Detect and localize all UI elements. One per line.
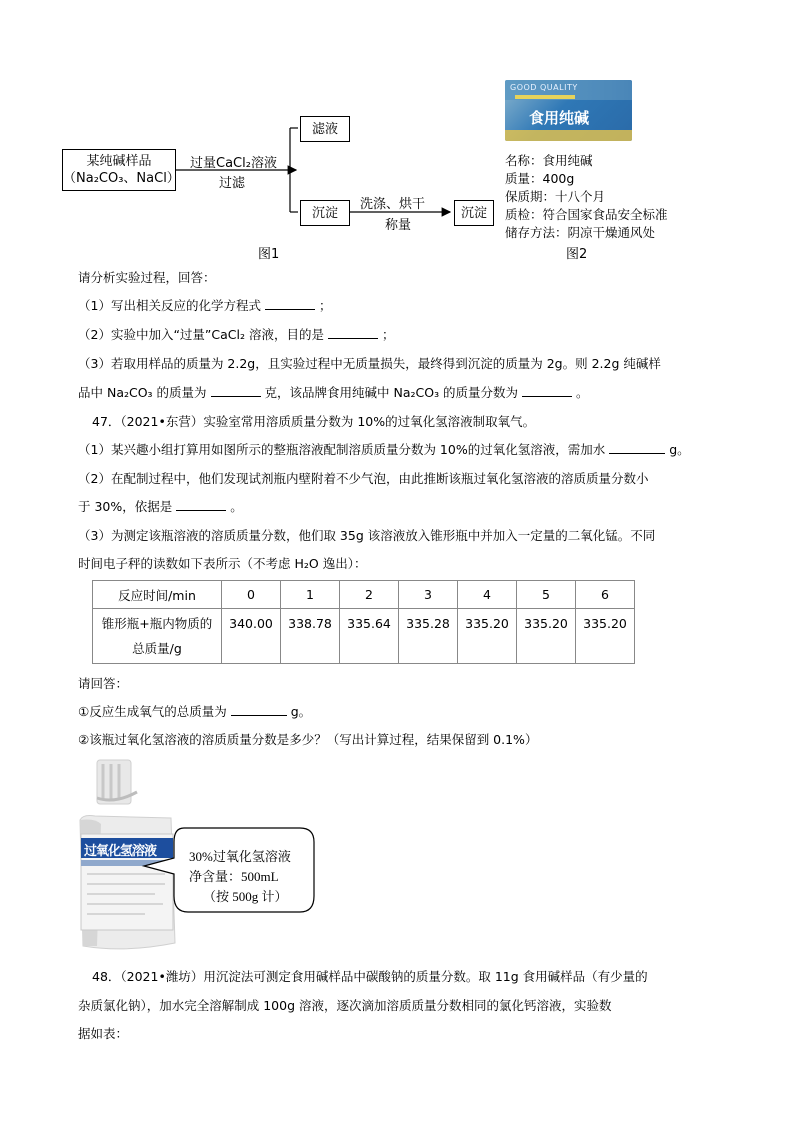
answer-blank[interactable] <box>231 703 287 716</box>
product-mass: 质量：400g <box>505 171 575 186</box>
product-qc: 质检：符合国家食品安全标准 <box>505 207 668 222</box>
mass-header-line2: 总质量/g <box>132 641 182 656</box>
q46-part1 <box>78 297 728 315</box>
q47-answer1-text: ①反应生成氧气的总质量为 <box>78 704 227 719</box>
precipitate-label: 沉淀 <box>311 205 338 221</box>
bubble-volume: 净含量：500mL <box>189 869 279 884</box>
figure-1-caption: 图1 <box>258 247 280 262</box>
sample-name: 某纯碱样品 <box>86 154 152 169</box>
q46-part3-text3: 。 <box>576 385 589 400</box>
table-cell: 6 <box>576 581 635 609</box>
filtrate-label: 滤液 <box>311 121 338 137</box>
q48-line2: 杂质氯化钠），加水完全溶解制成 100g 溶液，逐次滴加溶质质量分数相同的氯化钙溶液，实验数 <box>78 998 612 1013</box>
answer-blank[interactable] <box>176 498 226 511</box>
q47-ask: 请回答： <box>78 676 129 691</box>
table-row <box>93 609 635 664</box>
q47-answer1-end: g。 <box>290 704 312 719</box>
product-shelf-life: 保质期：十八个月 <box>505 189 606 204</box>
sample-formula: （Na₂CO₃、NaCl） <box>63 171 180 186</box>
bubble-mass: （按 500g 计） <box>203 889 288 904</box>
q47-part2-line2 <box>78 498 728 516</box>
q46-part2 <box>78 326 728 344</box>
precipitate-box <box>300 200 350 226</box>
table-cell: 335.28 <box>399 609 458 664</box>
q48-line3: 据如表： <box>78 1026 129 1041</box>
answer-blank[interactable] <box>265 297 315 310</box>
q47-part2-text: 于 30%，依据是 <box>78 499 173 514</box>
time-header: 反应时间/min <box>93 581 222 609</box>
q47-part1-text: （1）某兴趣小组打算用如图所示的整瓶溶液配制溶质质量分数为 10%的过氧化氢溶液，需加水 <box>78 442 606 457</box>
table-cell: 4 <box>458 581 517 609</box>
reagent-label: 过量CaCl₂溶液 <box>190 156 277 171</box>
q46-part1-end: ； <box>318 298 332 313</box>
table-cell: 340.00 <box>222 609 281 664</box>
package-title: 食用纯碱 <box>529 109 590 127</box>
q48-line1: 48．（2021•潍坊）用沉淀法可测定食用碱样品中碳酸钠的质量分数。取 11g 食用碱样品（有少量的 <box>92 969 648 984</box>
table-cell: 335.20 <box>458 609 517 664</box>
weigh-label: 称量 <box>385 218 412 233</box>
package-yellow-stripe <box>515 95 575 99</box>
table-cell: 2 <box>340 581 399 609</box>
q46-part2-text: （2）实验中加入“过量”CaCl₂ 溶液，目的是 <box>78 327 324 342</box>
table-row <box>93 581 635 609</box>
product-name: 名称：食用纯碱 <box>505 153 593 168</box>
q47-part3-line2: 时间电子秤的读数如下表所示（不考虑 H₂O 逸出）： <box>78 556 367 571</box>
table-cell: 335.20 <box>517 609 576 664</box>
q47-heading: 47．（2021•东营）实验室常用溶质质量分数为 10%的过氧化氢溶液制取氧气。 <box>92 414 536 429</box>
soda-package-image <box>505 80 632 141</box>
answer-blank[interactable] <box>211 384 261 397</box>
q46-intro: 请分析实验过程，回答： <box>78 270 216 285</box>
bottle-label-text: 过氧化氢溶液 <box>84 844 157 859</box>
q47-part2-line1: （2）在配制过程中，他们发现试剂瓶内壁附着不少气泡，由此推断该瓶过氧化氢溶液的溶质质量分数小 <box>78 471 649 486</box>
table-cell: 1 <box>281 581 340 609</box>
table-cell: 0 <box>222 581 281 609</box>
table-cell: 335.64 <box>340 609 399 664</box>
q46-part1-text: （1）写出相关反应的化学方程式 <box>78 298 261 313</box>
figure-2-caption: 图2 <box>566 247 588 262</box>
q46-part2-end: ； <box>381 327 395 342</box>
mass-header <box>93 609 222 664</box>
table-cell: 335.20 <box>576 609 635 664</box>
q46-part3-text2: 克，该品牌食用纯碱中 Na₂CO₃ 的质量分数为 <box>264 385 519 400</box>
mass-time-table <box>92 580 635 664</box>
q47-part2-end: 。 <box>230 499 243 514</box>
q46-part3-text1: 品中 Na₂CO₃ 的质量为 <box>78 385 207 400</box>
q46-part3-line2 <box>78 384 728 402</box>
wash-dry-label: 洗涤、烘干 <box>360 197 426 212</box>
q47-part1 <box>78 441 728 459</box>
filter-label: 过滤 <box>219 176 246 191</box>
bubble-concentration: 30%过氧化氢溶液 <box>189 849 291 864</box>
package-bottom-band <box>505 130 632 141</box>
q47-answer1 <box>78 703 728 721</box>
answer-blank[interactable] <box>328 326 378 339</box>
mass-header-line1: 锥形瓶+瓶内物质的 <box>101 616 213 631</box>
q47-answer2: ②该瓶过氧化氢溶液的溶质质量分数是多少？（写出计算过程，结果保留到 0.1%） <box>78 732 538 747</box>
q47-part1-end: g。 <box>669 442 690 457</box>
package-quality-text: GOOD QUALITY <box>510 83 578 92</box>
table-cell: 338.78 <box>281 609 340 664</box>
answer-blank[interactable] <box>609 441 665 454</box>
q46-part3-line1: （3）若取用样品的质量为 2.2g，且实验过程中无质量损失，最终得到沉淀的质量为 2g。则 2.2g 纯碱样 <box>78 356 661 371</box>
precipitate2-label: 沉淀 <box>460 205 487 221</box>
table-cell: 3 <box>399 581 458 609</box>
filtrate-box <box>300 116 350 142</box>
product-storage: 储存方法：阴凉干燥通风处 <box>505 225 656 240</box>
answer-blank[interactable] <box>522 384 572 397</box>
q47-part3-line1: （3）为测定该瓶溶液的溶质质量分数，他们取 35g 该溶液放入锥形瓶中并加入一定量的二氧化锰。不同 <box>78 528 656 543</box>
table-cell: 5 <box>517 581 576 609</box>
precipitate-box-2 <box>454 200 494 226</box>
